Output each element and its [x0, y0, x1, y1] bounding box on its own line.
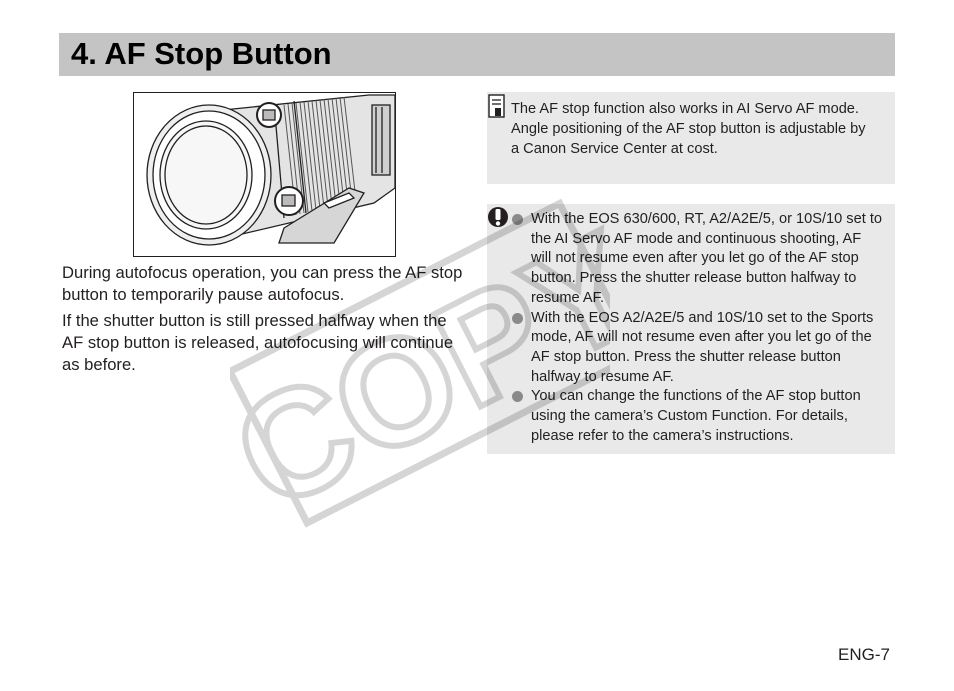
bullet-icon — [512, 214, 523, 225]
section-title-bar — [59, 33, 895, 76]
caution-item-text: You can change the functions of the AF stop button using the camera’s Custom Function. For details, please refer to the camera’s instructions. — [531, 388, 861, 444]
body-text — [62, 262, 467, 380]
caution-box — [487, 204, 895, 454]
page-title: 4. AF Stop Button — [71, 36, 332, 71]
memo-icon — [487, 94, 507, 125]
caution-item-text: With the EOS A2/A2E/5 and 10S/10 set to the Sports mode, AF will not resume even after you let go of the AF stop button. Press the shutter release button halfway to resume AF. — [531, 309, 874, 385]
list-item — [511, 309, 883, 388]
bullet-icon — [512, 313, 523, 324]
caution-icon — [487, 206, 509, 233]
body-paragraph: During autofocus operation, you can press the AF stop button to temporarily pause autofocus. — [62, 263, 463, 304]
watermark-text: COPY — [230, 198, 610, 542]
body-paragraph: If the shutter button is still pressed halfway when the AF stop button is released, autofocusing will continue as before. — [62, 311, 454, 374]
note-box — [487, 92, 895, 184]
bullet-icon — [512, 391, 523, 402]
note-text — [511, 99, 871, 159]
list-item — [511, 210, 883, 309]
caution-item-text: With the EOS 630/600, RT, A2/A2E/5, or 10S/10 set to the AI Servo AF mode and continuous shooting, AF will not resume even after you let go of the AF stop button. Press the shutter release button halfway to resume AF. — [531, 211, 882, 306]
caution-list — [511, 210, 883, 446]
note-line: The AF stop function also works in AI Servo AF mode. — [511, 101, 859, 117]
page-number: ENG-7 — [838, 645, 890, 664]
lens-illustration — [133, 92, 396, 257]
note-line: Angle positioning of the AF stop button is adjustable by a Canon Service Center at cost. — [511, 121, 866, 157]
list-item — [511, 387, 883, 446]
